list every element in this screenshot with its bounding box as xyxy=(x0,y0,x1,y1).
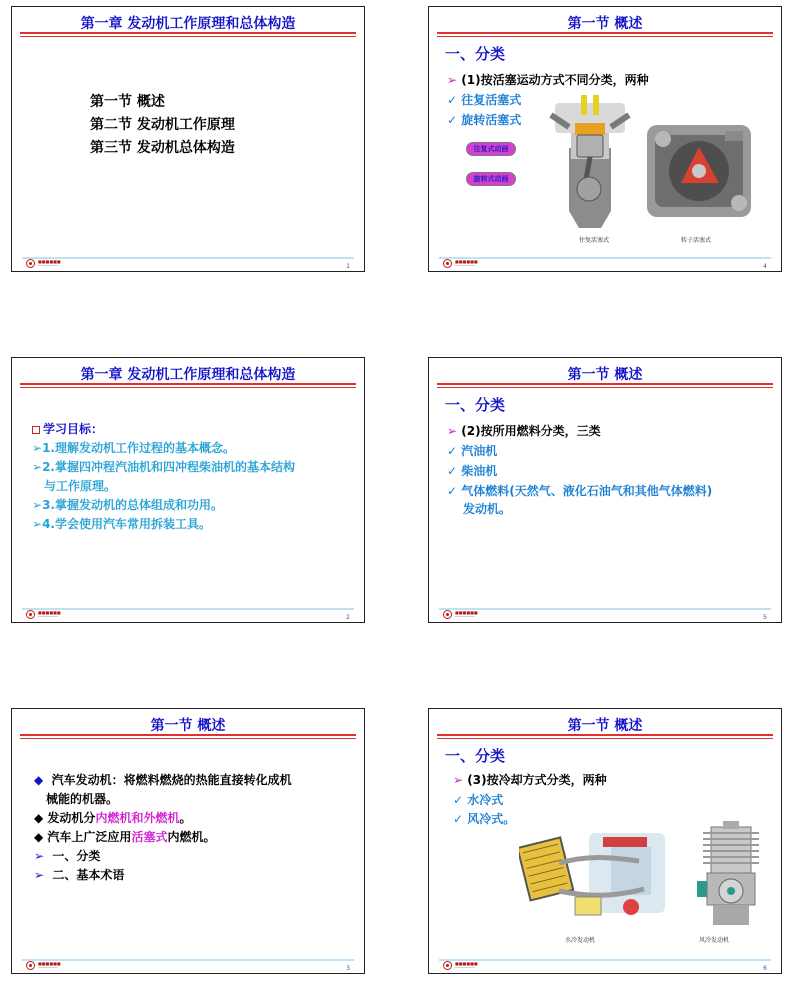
check-icon: ✓ xyxy=(447,444,458,458)
arrow-bullet-icon: ➢ xyxy=(32,441,43,455)
list-item: ✓ 风冷式。 xyxy=(453,812,516,826)
publisher-logo: ■■■■■■ ─────────── xyxy=(26,259,61,268)
check-icon: ✓ xyxy=(447,464,458,478)
table-of-contents xyxy=(90,91,235,160)
footer-rule xyxy=(439,257,771,259)
publisher-logo: ■■■■■■ ─────────── xyxy=(443,610,478,619)
list-item: ✓ 气体燃料(天然气、液化石油气和其他气体燃料) xyxy=(447,484,713,498)
definition-line: ◆ 汽车发动机：将燃料燃烧的热能直接转化成机 xyxy=(34,773,292,787)
slide-title: 第一章 发动机工作原理和总体构造 xyxy=(80,367,296,383)
publisher-logo: ■■■■■■ ─────────── xyxy=(443,259,478,268)
water-cooled-engine-image xyxy=(519,827,669,927)
slide-1[interactable] xyxy=(11,6,365,272)
image-caption: 水冷发动机 xyxy=(565,937,596,944)
diamond-bullet-icon: ◆ xyxy=(34,830,44,844)
air-cooled-engine-image xyxy=(693,821,769,929)
slide-title: 第一节 概述 xyxy=(567,718,643,734)
slide-5[interactable] xyxy=(428,357,782,623)
check-icon: ✓ xyxy=(447,93,458,107)
definition-line-continued: 械能的机器。 xyxy=(46,792,119,806)
title-rule-thin xyxy=(20,387,356,388)
arrow-bullet-icon: ➢ xyxy=(34,868,45,882)
toc-item: 第二节 发动机工作原理 xyxy=(90,117,235,133)
logo-icon xyxy=(443,259,452,268)
title-rule xyxy=(437,734,773,736)
slide-title: 第一节 概述 xyxy=(567,367,643,383)
page-number: 6 xyxy=(763,965,767,972)
goal-item: ➢1.理解发动机工作过程的基本概念。 xyxy=(32,441,235,455)
footer-rule xyxy=(22,608,354,610)
arrow-bullet-icon: ➢ xyxy=(32,517,43,531)
slide-title: 第一章 发动机工作原理和总体构造 xyxy=(80,16,296,32)
logo-icon xyxy=(443,961,452,970)
slide-title: 第一节 概述 xyxy=(567,16,643,32)
page-number: 5 xyxy=(763,614,767,621)
title-rule-thin xyxy=(20,36,356,37)
diamond-bullet-icon: ◆ xyxy=(34,811,44,825)
image-caption: 往复活塞式 xyxy=(579,237,610,244)
logo-icon xyxy=(26,610,35,619)
slide-6[interactable] xyxy=(428,708,782,974)
bullet-line: ➢ 一、分类 xyxy=(34,849,101,863)
check-icon: ✓ xyxy=(453,812,464,826)
footer-rule xyxy=(439,608,771,610)
toc-item: 第一节 概述 xyxy=(90,94,165,110)
bullet-line: ◆ 发动机分内燃机和外燃机。 xyxy=(34,811,192,825)
diamond-bullet-icon: ◆ xyxy=(34,773,44,787)
logo-icon xyxy=(443,610,452,619)
title-rule xyxy=(20,383,356,385)
rotary-animation-button[interactable]: 旋转式动画 xyxy=(466,172,516,186)
title-rule xyxy=(437,32,773,34)
list-item: ✓ 汽油机 xyxy=(447,444,498,458)
bullet-line: ◆ 汽车上广泛应用活塞式内燃机。 xyxy=(34,830,216,844)
learning-goals: 学习目标： ➢1.理解发动机工作过程的基本概念。 ➢2.掌握四冲程汽油机和四冲程柴油机的基本结构 与工作原理。 ➢3.掌握发动机的总体组成和功用。 ➢4.学会使用汽车常用拆装工具。 xyxy=(32,420,295,534)
list-item: ✓ 旋转活塞式 xyxy=(447,113,522,127)
goal-item-continued: 与工作原理。 xyxy=(44,479,117,493)
logo-icon xyxy=(26,961,35,970)
reciprocating-animation-button[interactable]: 往复式动画 xyxy=(466,142,516,156)
slide-3[interactable] xyxy=(11,708,365,974)
publisher-logo: ■■■■■■ ─────────── xyxy=(26,610,61,619)
slide-4[interactable] xyxy=(428,6,782,272)
title-rule xyxy=(20,32,356,34)
square-bullet-icon xyxy=(32,426,40,434)
title-rule-thin xyxy=(437,36,773,37)
list-item-continued: 发动机。 xyxy=(463,502,512,516)
section-heading: 一、分类 xyxy=(445,747,506,765)
arrow-bullet-icon: ➢ xyxy=(32,460,43,474)
bullet-line: ➢ 二、基本术语 xyxy=(34,868,125,882)
rotary-engine-image xyxy=(641,117,759,229)
check-icon: ✓ xyxy=(447,113,458,127)
slide-2[interactable] xyxy=(11,357,365,623)
arrow-bullet-icon: ➢ xyxy=(447,73,458,87)
list-item: ✓ 往复活塞式 xyxy=(447,93,522,107)
title-rule-thin xyxy=(437,738,773,739)
title-rule xyxy=(20,734,356,736)
bullet-point: ➢ (1)按活塞运动方式不同分类，两种 xyxy=(447,73,649,87)
footer-rule xyxy=(439,959,771,961)
section-heading: 一、分类 xyxy=(445,396,506,414)
title-rule-thin xyxy=(437,387,773,388)
arrow-bullet-icon: ➢ xyxy=(447,424,458,438)
page-number: 2 xyxy=(346,614,350,621)
page-number: 4 xyxy=(763,263,767,270)
section-heading: 一、分类 xyxy=(445,45,506,63)
list-item: ✓ 水冷式 xyxy=(453,793,504,807)
goal-item: ➢4.学会使用汽车常用拆装工具。 xyxy=(32,517,211,531)
publisher-logo: ■■■■■■ ─────────── xyxy=(443,961,478,970)
bullet-point: ➢ (2)按所用燃料分类，三类 xyxy=(447,424,601,438)
title-rule xyxy=(437,383,773,385)
slide-body xyxy=(34,771,349,885)
toc-item: 第三节 发动机总体构造 xyxy=(90,140,235,156)
arrow-bullet-icon: ➢ xyxy=(34,849,45,863)
bullet-point: ➢ (3)按冷却方式分类，两种 xyxy=(453,773,607,787)
publisher-logo: ■■■■■■ ─────────── xyxy=(26,961,61,970)
goal-item: ➢3.掌握发动机的总体组成和功用。 xyxy=(32,498,223,512)
footer-rule xyxy=(22,257,354,259)
check-icon: ✓ xyxy=(453,793,464,807)
image-caption: 转子活塞式 xyxy=(681,237,712,244)
image-caption: 风冷发动机 xyxy=(699,937,730,944)
logo-icon xyxy=(26,259,35,268)
goal-item: ➢2.掌握四冲程汽油机和四冲程柴油机的基本结构 xyxy=(32,460,295,474)
slide-title: 第一节 概述 xyxy=(150,718,226,734)
check-icon: ✓ xyxy=(447,484,458,498)
arrow-bullet-icon: ➢ xyxy=(32,498,43,512)
footer-rule xyxy=(22,959,354,961)
reciprocating-engine-image xyxy=(541,93,639,233)
page-number: 1 xyxy=(346,263,350,270)
page-number: 3 xyxy=(346,965,350,972)
title-rule-thin xyxy=(20,738,356,739)
list-item: ✓ 柴油机 xyxy=(447,464,498,478)
arrow-bullet-icon: ➢ xyxy=(453,773,464,787)
